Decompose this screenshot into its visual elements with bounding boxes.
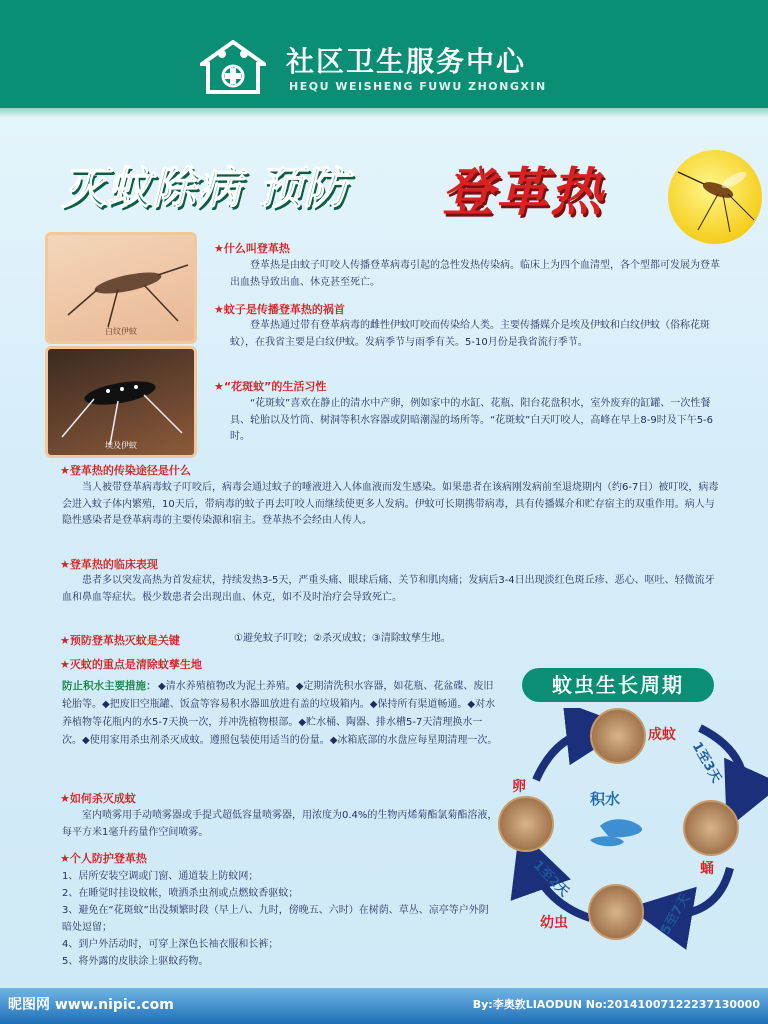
duration-label: 1至2天 <box>529 858 572 900</box>
measures-body: ◆清水养殖植物改为泥土养殖。◆定期清洗积水容器，如花瓶、花盆碟、废旧轮胎等。◆把废旧空瓶罐、饭盒等容易积水器皿放进有盖的垃圾箱内。◆保持所有渠道畅通。◆对水养植物等花瓶内的水5-7天换一次，并冲洗植物根部。◆贮水桶、陶器、排水槽5-7天清理换水一次。◆使用家用杀虫剂杀灭成蚊。遵照包装使用适当的份量。◆冰箱底部的水盘应每星期清理一次。 <box>62 681 498 746</box>
section-heading: ★“花斑蚊”的生活习性 <box>214 380 327 393</box>
center-pinyin: HEQU WEISHENG FUWU ZHONGXIN <box>289 80 547 93</box>
duration-label: 5至7天 <box>658 891 694 938</box>
section-heading: ★预防登革热灭蚊是关键 <box>60 634 180 647</box>
mosquito-emblem <box>668 150 762 244</box>
section-heading: ★登革热的临床表现 <box>60 558 158 571</box>
mosquito-icon <box>668 150 762 244</box>
list-item: 2、在睡觉时挂设蚊帐，喷洒杀虫剂或点燃蚊香驱蚊； <box>62 888 299 899</box>
stage-pupa-image <box>683 800 739 856</box>
list-item: 3、避免在“花斑蚊”出没频繁时段（早上八、九时，傍晚五、六时）在树荫、草丛、凉亭等户外阴暗处逗留； <box>62 905 489 933</box>
section-body: 登革热是由蚊子叮咬人传播登革病毒引起的急性发热传染病。临床上为四个血清型，各个型都可发展为登革出血热导致出血、休克甚至死亡。 <box>230 260 720 288</box>
measures-heading: 防止积水主要措施： <box>62 680 157 692</box>
header-stripe <box>0 108 768 118</box>
list-item: 4、到户外活动时，可穿上深色长袖衣服和长裤； <box>62 939 279 950</box>
stage-adult-image <box>590 708 646 764</box>
section-heading: ★什么叫登革热 <box>214 242 290 255</box>
section-body: 登革热通过带有登革病毒的雌性伊蚊叮咬而传染给人类。主要传播媒介是埃及伊蚊和白纹伊蚊（俗称花斑蚊），在我省主要是白纹伊蚊。发病季节与雨季有关。5-10月份是我省流行季节。 <box>230 320 710 348</box>
duration-label: 1至3天 <box>688 739 724 786</box>
stage-label: 幼虫 <box>540 915 568 931</box>
section-body: 室内喷雾用手动喷雾器或手提式超低容量喷雾器，用浓度为0.4%的生物丙烯菊酯氯菊酯溶液，每平方米1毫升药量作空间喷雾。 <box>62 810 498 838</box>
section-heading: ★个人防护登革热 <box>60 852 147 865</box>
center-name: 社区卫生服务中心 <box>286 45 527 78</box>
section-body: “花斑蚊”喜欢在静止的清水中产卵，例如家中的水缸、花瓶、阳台花盘积水，室外废弃的缸罐、一次性餐具、轮胎以及竹筒、树洞等积水容器或阴暗潮湿的场所等。“花斑蚊”白天叮咬人，高峰在早上8-9时及下午5-6时。 <box>230 398 714 442</box>
photo-aedes-albopictus <box>45 232 197 344</box>
list-item: 5、将外露的皮肤涂上驱蚊药物。 <box>62 956 209 967</box>
section-heading: ★灭蚊的重点是清除蚊孳生地 <box>60 658 202 671</box>
watermark-left: 昵图网 www.nipic.com <box>8 997 174 1013</box>
protection-list <box>62 868 492 970</box>
stage-larva-image <box>588 884 644 940</box>
list-item: 1、居所安装空调或门窗、通道装上防蚊网； <box>62 871 259 882</box>
stage-label: 蛹 <box>700 861 714 877</box>
photo-aedes-aegypti <box>45 346 197 458</box>
watermark-right: By:李奥敦LIAODUN No:20141007122237130000 <box>472 998 760 1011</box>
stage-label: 卵 <box>512 779 526 795</box>
water-label: 积水 <box>590 790 621 808</box>
poster-title-part1: 灭蚊除病 预防 <box>62 163 349 214</box>
lifecycle-title: 蚊虫生长周期 <box>522 668 714 702</box>
section-body: ①避免蚊子叮咬；②杀灭成蚊；③清除蚊孳生地。 <box>234 633 451 644</box>
stage-egg-image <box>498 796 554 852</box>
stage-label: 成蚊 <box>648 727 676 743</box>
section-heading: ★蚊子是传播登革热的祸首 <box>214 303 345 316</box>
house-cross-logo-icon <box>200 40 266 94</box>
section-heading: ★如何杀灭成蚊 <box>60 792 136 805</box>
photo-caption: 白纹伊蚊 <box>105 327 137 336</box>
poster-title-part2: 登革热 <box>442 163 605 223</box>
section-body: 当人被带登革病毒蚊子叮咬后，病毒会通过蚊子的唾液进入人体血液而发生感染。如果患者在该病刚发病前至退烧期内（约6-7日）被叮咬，病毒会进入蚊子体内繁殖，10天后，带病毒的蚊子再去叮咬人而继续使更多人发病。伊蚊可长期携带病毒，具有传播媒介和贮存宿主的双重作用。病人与隐性感染者是登革病毒的主要传染源和宿主。登革热不会经由人传人。 <box>62 482 719 526</box>
section-heading: ★登革热的传染途径是什么 <box>60 464 191 477</box>
section-body: 患者多以突发高热为首发症状，持续发热3-5天，严重头痛、眼球后痛、关节和肌肉痛；发病后3-4日出现淡红色斑丘疹、恶心、呕吐、轻微流牙血和鼻血等症状。极少数患者会出现出血、休克，如不及时治疗会导致死亡。 <box>62 575 715 603</box>
photo-caption: 埃及伊蚊 <box>105 441 137 450</box>
